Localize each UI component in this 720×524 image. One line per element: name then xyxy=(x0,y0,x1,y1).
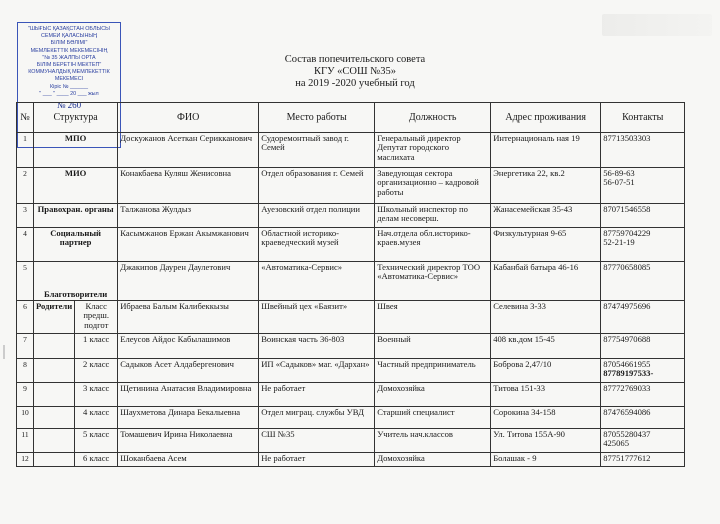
row-class: 4 класс xyxy=(75,407,118,429)
title-line-3: на 2019 -2020 учебный год xyxy=(295,78,415,90)
row-position: Домохозяйка xyxy=(375,453,491,467)
row-fio: Шоканбаева Асем xyxy=(118,453,259,467)
stamp-line: Кіріс № ______ xyxy=(50,83,88,90)
row-contacts: 87770658085 xyxy=(601,262,685,301)
row-fio: Томашевич Ирина Николаевна xyxy=(118,429,259,453)
row-position: Учитель нач.классов xyxy=(375,429,491,453)
row-address: Селевина 3-33 xyxy=(491,301,601,334)
row-number: 3 xyxy=(17,204,34,228)
row-address: Болашак - 9 xyxy=(491,453,601,467)
row-contacts: 87713503303 xyxy=(601,133,685,168)
row-class: 5 класс xyxy=(75,429,118,453)
row-number: 9 xyxy=(17,383,34,407)
table-row xyxy=(17,429,685,453)
col-header-fio: ФИО xyxy=(118,103,259,133)
row-number: 7 xyxy=(17,334,34,359)
stamp-line: МЕКЕМЕСІ xyxy=(54,76,84,83)
stamp-line: " ___ " ____ 20 ___ жыл xyxy=(39,90,99,97)
table-row xyxy=(17,168,685,204)
row-contacts: 87759704229 52-21-19 xyxy=(601,228,685,262)
row-fio: Джакипов Даурен Даулетович xyxy=(118,262,259,301)
row-structure xyxy=(34,429,75,453)
row-number: 12 xyxy=(17,453,34,467)
row-address: Титова 151-33 xyxy=(491,383,601,407)
row-number: 5 xyxy=(17,262,34,301)
row-position: Частный предприниматель xyxy=(375,359,491,383)
col-header-contacts: Контакты xyxy=(601,103,685,133)
row-workplace: СШ №35 xyxy=(259,429,375,453)
row-workplace: ИП «Садыков» маг. «Дархан» xyxy=(259,359,375,383)
row-structure: Благотворители xyxy=(34,262,118,301)
row-class: 3 класс xyxy=(75,383,118,407)
row-number: 8 xyxy=(17,359,34,383)
row-position: Старший специалист xyxy=(375,407,491,429)
col-header-num: № xyxy=(17,103,34,133)
contact-phone: 87054661955 xyxy=(603,359,651,369)
row-address: Сорокина 34-158 xyxy=(491,407,601,429)
row-contacts xyxy=(601,359,685,383)
table-header-row xyxy=(17,103,685,133)
row-position: Генеральный директор Депутат городского маслихата xyxy=(375,133,491,168)
row-workplace: Отдел миграц. службы УВД xyxy=(259,407,375,429)
row-fio: Ибраева Балым Калибеккызы xyxy=(118,301,259,334)
row-address: Ул. Титова 155А-90 xyxy=(491,429,601,453)
row-workplace: Судоремонтный завод г. Семей xyxy=(259,133,375,168)
council-table xyxy=(16,102,685,467)
row-position: Технический директор ТОО «Автоматика-Сервис» xyxy=(375,262,491,301)
row-workplace: Отдел образования г. Семей xyxy=(259,168,375,204)
row-position: Военный xyxy=(375,334,491,359)
row-class: Класс предш. подгот xyxy=(75,301,118,334)
row-structure: МПО xyxy=(34,133,118,168)
row-contacts: 87476594086 xyxy=(601,407,685,429)
row-structure xyxy=(34,334,75,359)
table-row xyxy=(17,204,685,228)
stamp-line: "ШЫҒЫС ҚАЗАҚСТАН ОБЛЫСЫ xyxy=(28,26,110,32)
row-position: Швея xyxy=(375,301,491,334)
row-address: Энергетика 22, кв.2 xyxy=(491,168,601,204)
row-contacts: 87772769033 xyxy=(601,383,685,407)
row-fio: Доскужанов Асеткан Серикканович xyxy=(118,133,259,168)
row-contacts: 56-89-63 56-07-51 xyxy=(601,168,685,204)
row-fio: Шаухметова Динара Бекалыевна xyxy=(118,407,259,429)
row-structure: Правохран. органы xyxy=(34,204,118,228)
table-row xyxy=(17,133,685,168)
row-address: Интернациональ ная 19 xyxy=(491,133,601,168)
row-workplace: Ауезовский отдел полиции xyxy=(259,204,375,228)
row-position: Заведующая сектора организационно – кадровой работы xyxy=(375,168,491,204)
row-fio: Садыков Асет Алдабергенович xyxy=(118,359,259,383)
table-row xyxy=(17,262,685,301)
title-line-2: КГУ «СОШ №35» xyxy=(314,66,396,78)
row-address: 408 кв.дом 15-45 xyxy=(491,334,601,359)
row-number: 10 xyxy=(17,407,34,429)
stamp-line: БІЛІМ БӨЛІМІ" xyxy=(50,40,88,47)
row-structure xyxy=(34,407,75,429)
stamp-line: КОММУНАЛДЫҚ МЕМЛЕКЕТТІК xyxy=(28,69,110,76)
row-contacts: 87474975696 xyxy=(601,301,685,334)
col-header-workplace: Место работы xyxy=(259,103,375,133)
col-header-position: Должность xyxy=(375,103,491,133)
contact-phone-bold: 87789197533- xyxy=(603,368,654,379)
stamp-line: СЕМЕЙ ҚАЛАСЫНЫҢ xyxy=(40,33,98,40)
stamp-line: МЕМЛЕКЕТТІК МЕКЕМЕСІНІҢ xyxy=(30,47,108,54)
row-contacts: 87071546558 xyxy=(601,204,685,228)
row-number: 11 xyxy=(17,429,34,453)
row-structure: Социальный партнер xyxy=(34,228,118,262)
row-class: 2 класс xyxy=(75,359,118,383)
row-workplace: Воинская часть 36-803 xyxy=(259,334,375,359)
row-workplace: Областной историко-краеведческий музей xyxy=(259,228,375,262)
row-contacts: 87055280437 425065 xyxy=(601,429,685,453)
row-address: Кабанбай батыра 46-16 xyxy=(491,262,601,301)
row-number: 4 xyxy=(17,228,34,262)
row-number: 1 xyxy=(17,133,34,168)
col-header-address: Адрес проживания xyxy=(491,103,601,133)
row-structure xyxy=(34,383,75,407)
row-workplace: «Автоматика-Сервис» xyxy=(259,262,375,301)
row-address: Физкультурная 9-65 xyxy=(491,228,601,262)
stamp-number: № 260 xyxy=(56,102,82,110)
table-row xyxy=(17,228,685,262)
row-structure xyxy=(34,359,75,383)
row-fio: Конакбаева Куляш Женисовна xyxy=(118,168,259,204)
row-fio: Талжанова Жулдыз xyxy=(118,204,259,228)
row-fio: Щетинина Анатасия Владимировна xyxy=(118,383,259,407)
table-row xyxy=(17,334,685,359)
row-class: 1 класс xyxy=(75,334,118,359)
row-structure: МИО xyxy=(34,168,118,204)
document-header xyxy=(200,54,510,91)
col-header-structure: Структура xyxy=(34,103,118,133)
row-position: Нач.отдела обл.историко-краев.музея xyxy=(375,228,491,262)
table-row xyxy=(17,453,685,467)
row-contacts: 87751777612 xyxy=(601,453,685,467)
row-position: Домохозяйка xyxy=(375,383,491,407)
margin-mark xyxy=(3,345,5,359)
row-structure: Родители xyxy=(34,301,75,334)
row-workplace: Швейный цех «Баязит» xyxy=(259,301,375,334)
row-contacts: 87754970688 xyxy=(601,334,685,359)
row-address: Боброва 2,47/10 xyxy=(491,359,601,383)
row-position: Школьный инспектор по делам несоверш. xyxy=(375,204,491,228)
scan-artifact xyxy=(602,14,712,36)
title-line-1: Состав попечительского совета xyxy=(284,54,426,65)
row-fio: Елеусов Айдос Кабылашимов xyxy=(118,334,259,359)
row-workplace: Не работает xyxy=(259,383,375,407)
row-workplace: Не работает xyxy=(259,453,375,467)
table-row xyxy=(17,359,685,383)
row-number: 2 xyxy=(17,168,34,204)
table-row xyxy=(17,383,685,407)
row-address: Жанасемейская 35-43 xyxy=(491,204,601,228)
row-number: 6 xyxy=(17,301,34,334)
row-class: 6 класс xyxy=(75,453,118,467)
row-structure xyxy=(34,453,75,467)
table-row xyxy=(17,407,685,429)
stamp-line: БІЛІМ БЕРЕТІН МЕКТЕП" xyxy=(36,62,102,69)
stamp-line: "№ 35 ЖАЛПЫ ОРТА xyxy=(42,54,96,61)
table-row xyxy=(17,301,685,334)
row-fio: Касымжанов Ержан Акымжанович xyxy=(118,228,259,262)
